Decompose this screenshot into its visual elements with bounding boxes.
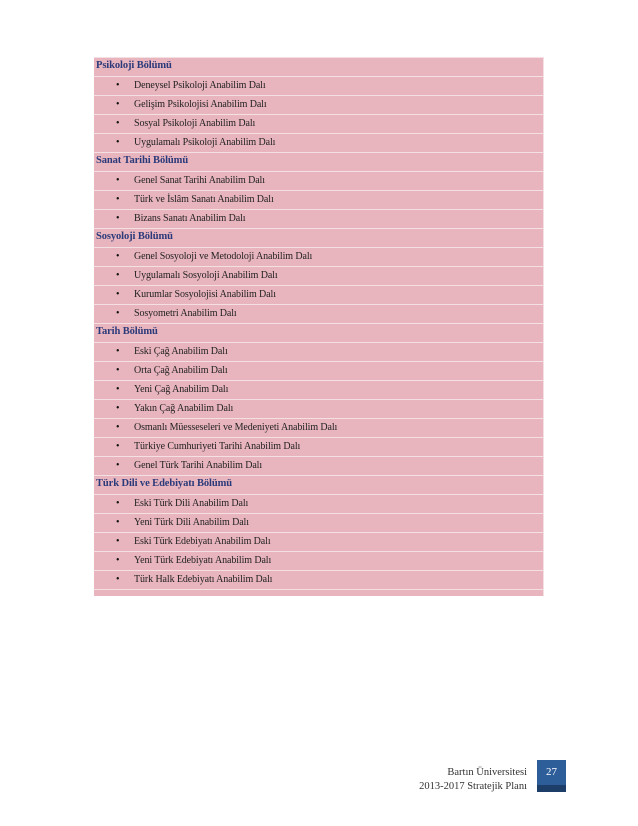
bullet-icon: •	[116, 194, 120, 205]
bullet-icon: •	[116, 555, 120, 566]
list-item	[94, 77, 543, 96]
list-item-label: Yakın Çağ Anabilim Dalı	[134, 403, 234, 414]
bullet-icon: •	[116, 384, 120, 395]
list-item	[94, 210, 543, 229]
list-item-label: Yeni Türk Edebiyatı Anabilim Dalı	[134, 555, 272, 566]
list-item	[94, 400, 543, 419]
list-item-label: Türkiye Cumhuriyeti Tarihi Anabilim Dalı	[134, 441, 301, 452]
bullet-icon: •	[116, 346, 120, 357]
list-item-label: Bizans Sanatı Anabilim Dalı	[134, 213, 246, 224]
bullet-icon: •	[116, 213, 120, 224]
bullet-icon: •	[116, 175, 120, 186]
bullet-icon: •	[116, 441, 120, 452]
bullet-icon: •	[116, 365, 120, 376]
bullet-icon: •	[116, 137, 120, 148]
list-item	[94, 457, 543, 476]
list-item-label: Türk Halk Edebiyatı Anabilim Dalı	[134, 574, 273, 585]
list-item	[94, 419, 543, 438]
list-item	[94, 533, 543, 552]
section-title: Türk Dili ve Edebiyatı Bölümü	[96, 478, 232, 489]
bullet-icon: •	[116, 270, 120, 281]
list-item-label: Türk ve İslâm Sanatı Anabilim Dalı	[134, 194, 274, 205]
page-number: 27	[546, 766, 557, 778]
section-title: Tarih Bölümü	[96, 326, 158, 337]
list-item-label: Kurumlar Sosyolojisi Anabilim Dalı	[134, 289, 276, 300]
list-item-label: Sosyal Psikoloji Anabilim Dalı	[134, 118, 256, 129]
bullet-icon: •	[116, 536, 120, 547]
list-item-label: Deneysel Psikoloji Anabilim Dalı	[134, 80, 266, 91]
bullet-icon: •	[116, 574, 120, 585]
list-item	[94, 172, 543, 191]
footer-university: Bartın Üniversitesi	[447, 767, 527, 778]
section-title: Psikoloji Bölümü	[96, 60, 172, 71]
page-footer	[419, 766, 527, 794]
section-heading	[94, 324, 543, 343]
list-item	[94, 552, 543, 571]
section-title: Sanat Tarihi Bölümü	[96, 155, 189, 166]
list-item	[94, 96, 543, 115]
section-heading	[94, 58, 543, 77]
list-item	[94, 267, 543, 286]
bullet-icon: •	[116, 308, 120, 319]
section-heading	[94, 229, 543, 248]
list-item-label: Uygulamalı Psikoloji Anabilim Dalı	[134, 137, 276, 148]
list-item	[94, 134, 543, 153]
table-bottom-padding	[94, 590, 543, 596]
footer-plan-title: 2013-2017 Stratejik Planı	[419, 781, 527, 792]
list-item-label: Eski Türk Edebiyatı Anabilim Dalı	[134, 536, 271, 547]
list-item	[94, 571, 543, 590]
list-item-label: Eski Çağ Anabilim Dalı	[134, 346, 228, 357]
bullet-icon: •	[116, 422, 120, 433]
list-item	[94, 115, 543, 134]
page-number-box	[537, 760, 566, 792]
list-item	[94, 343, 543, 362]
list-item-label: Gelişim Psikolojisi Anabilim Dalı	[134, 99, 267, 110]
bullet-icon: •	[116, 498, 120, 509]
list-item	[94, 438, 543, 457]
list-item-label: Yeni Çağ Anabilim Dalı	[134, 384, 229, 395]
bullet-icon: •	[116, 118, 120, 129]
bullet-icon: •	[116, 460, 120, 471]
bullet-icon: •	[116, 251, 120, 262]
list-item	[94, 514, 543, 533]
list-item-label: Genel Sanat Tarihi Anabilim Dalı	[134, 175, 265, 186]
list-item	[94, 191, 543, 210]
section-heading	[94, 153, 543, 172]
list-item	[94, 305, 543, 324]
list-item-label: Genel Türk Tarihi Anabilim Dalı	[134, 460, 263, 471]
list-item	[94, 495, 543, 514]
bullet-icon: •	[116, 517, 120, 528]
bullet-icon: •	[116, 80, 120, 91]
bullet-icon: •	[116, 99, 120, 110]
list-item-label: Yeni Türk Dili Anabilim Dalı	[134, 517, 249, 528]
list-item	[94, 362, 543, 381]
bullet-icon: •	[116, 289, 120, 300]
list-item-label: Genel Sosyoloji ve Metodoloji Anabilim Dalı	[134, 251, 313, 262]
page-box-decoration	[537, 785, 566, 792]
list-item	[94, 248, 543, 267]
department-table	[94, 57, 544, 596]
list-item-label: Sosyometri Anabilim Dalı	[134, 308, 237, 319]
bullet-icon: •	[116, 403, 120, 414]
list-item	[94, 381, 543, 400]
list-item-label: Orta Çağ Anabilim Dalı	[134, 365, 228, 376]
list-item-label: Uygulamalı Sosyoloji Anabilim Dalı	[134, 270, 278, 281]
section-title: Sosyoloji Bölümü	[96, 231, 173, 242]
list-item	[94, 286, 543, 305]
list-item-label: Osmanlı Müesseseleri ve Medeniyeti Anabilim Dalı	[134, 422, 338, 433]
section-heading	[94, 476, 543, 495]
list-item-label: Eski Türk Dili Anabilim Dalı	[134, 498, 249, 509]
